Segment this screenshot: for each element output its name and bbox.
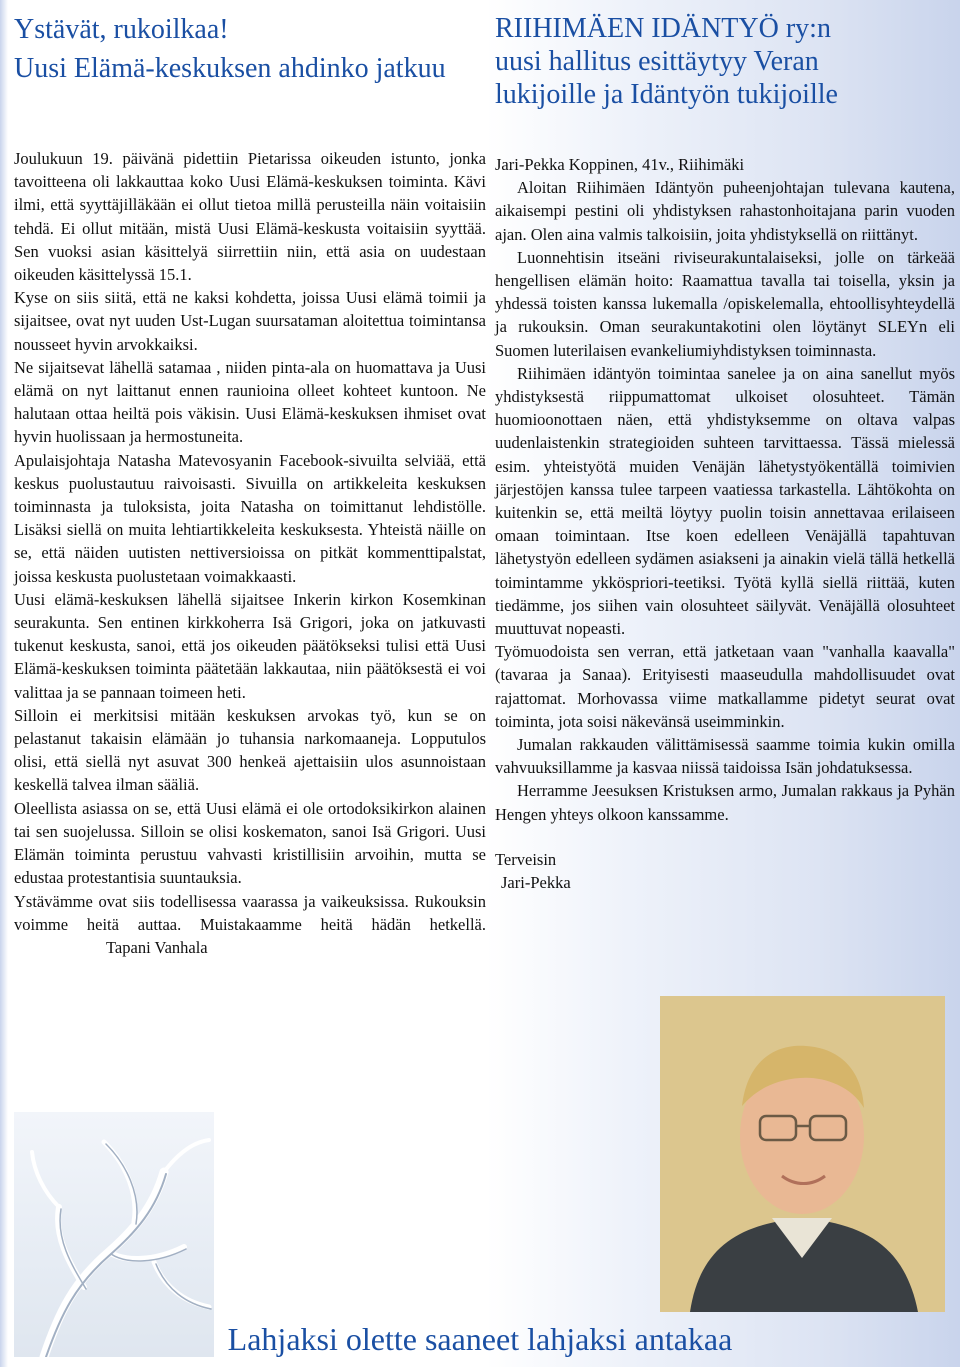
right-signoff xyxy=(495,848,955,894)
left-heading-line-1: Ystävät, rukoilkaa! xyxy=(14,14,229,45)
left-paragraph-5: Uusi elämä-keskuksen lähellä sijaitsee Inkerin kirkon Kosemkinan seurakunta. Sen entinen kirkkoherra Isä Grigori, joka on jatkuvasti tukenut keskusta, sanoi, että jos oikeuden päätökseksi tulisi että Uusi Elämä-keskuksen toiminta päätetään lakkautaa, niin päätöksestä ei voi valittaa ja se pannaan toimeen heti. xyxy=(14,589,486,702)
right-paragraph-3: Riihimäen idäntyön toimintaa sanelee ja on aina sanellut myös yhdistyksestä riippumattomat ulkoiset olosuhteet. Tämän huomioonottaen näen, että yhdistyksemme on oltava valpas uudenlaistenkin strategioiden suhteen tarvittaessa. Tässä mielessä esim. yhteistyötä muiden Venäjän lähetystyökentällä toimivien järjestöjen kanssa tulee tarpeen vaatiessa tarkastella. Lähtökohta on kuitenkin se, että meiltä löytyy puolin toisin annettavaa erilaiseen omaan toimintaan. Itse koen edelleen Venäjällä tapahtuvan lähetystyön edelleen sydämen asiakseni ja ainakin vielä tällä hetkellä toimintamme ykköspriori-teetiksi. Työtä kyllä siellä riittää, kuten tiedämme, jos siihen vain olosuhteet säilyvät. Venäjällä olosuhteet muuttuvat nopeasti. xyxy=(495,363,955,639)
signoff-name: Jari-Pekka xyxy=(501,873,571,893)
left-paragraph-4: Apulaisjohtaja Natasha Matevosyanin Facebook-sivuilta selviää, että keskus puolustautuu raivoisasti. Sivuilla on artikkeleita keskuksen toiminnasta ja tuloksista, joita Natasha on toimittanut lehdistölle. Lisäksi siellä on muita lehtiartikkeleita keskuksesta. Yhteistä näille on se, että näiden uutisten nettiversioissa on pitkät kommenttipalstat, joissa keskusta puolustetaan voimakkaasti. xyxy=(14,450,486,586)
left-paragraph-2: Kyse on siis siitä, että ne kaksi kohdetta, joissa Uusi elämä toimii ja sijaitsee, ovat nyt uuden Ust-Lugan suursataman aloitettua toimintansa nousseet hyvin arvokkaiksi. xyxy=(14,288,486,354)
left-article-heading xyxy=(14,10,484,88)
right-paragraph-2: Luonnehtisin itseäni riviseurakuntalaiseksi, jolle on tärkeää hengellisen elämän hoito: Raamattua tavalla tai toisella, yksin ja yhdessä toisten kanssa lukemalla /opiskelemalla, ehtoollisyhteydellä ja rukouksin. Oman seurakuntakotini olen löytänyt SLEYn eli Suomen luterilaisen evankeliumiyhdistyksen toiminnasta. xyxy=(495,247,955,360)
right-heading-line-3: lukijoille ja Idäntyön tukijoille xyxy=(495,79,838,110)
left-heading-line-2: Uusi Elämä-keskuksen ahdinko jatkuu xyxy=(14,53,446,84)
right-paragraph-6: Herramme Jeesuksen Kristuksen armo, Jumalan rakkaus ja Pyhän Hengen yhteys olkoon kanssamme. xyxy=(495,781,955,824)
signoff-greeting: Terveisin xyxy=(495,849,557,869)
right-heading-line-1: RIIHIMÄEN IDÄNTYÖ ry:n xyxy=(495,13,831,44)
left-paragraph-7: Oleellista asiassa on se, että Uusi elämä ei ole ortodoksikirkon alainen tai sen suojelussa. Silloin se olisi koskematon, sanoi Isä Grigori. Uusi Elämän toiminta perustuu vahvasti kristillisiin arvoihin, mutta se edustaa protestantisia suuntauksia. xyxy=(14,798,486,888)
left-paragraph-3: Ne sijaitsevat lähellä satamaa , niiden pinta-ala on huomattava ja Uusi elämä on nyt laittanut ennen raunioina olleet kohteet kuntoon. Ne halutaan ottaa heiltä pois väkisin. Uusi Elämä-keskuksen ihmiset ovat hyvin huolissaan ja hermostuneita. xyxy=(14,357,486,447)
left-paragraph-8 xyxy=(14,890,486,960)
left-paragraph-6: Silloin ei merkitsisi mitään keskuksen arvokas työ, kun se on pelastanut takaisin elämään jo tuhansia narkomaaneja. Lopputulos olisi, että siellä nyt asuvat 300 henkeä ajettaisiin ulos asunnoistaan keskellä talvea ilman sääliä. xyxy=(14,705,486,795)
portrait-photo xyxy=(660,996,945,1312)
footer-quote: Lahjaksi olette saaneet lahjaksi antakaa xyxy=(227,1321,733,1357)
right-article-body xyxy=(495,153,955,894)
right-paragraph-5: Jumalan rakkauden välittämisessä saamme toimia kukin omilla vahvuuksillamme ja kasvaa niissä taidoissa Isän johdatuksessa. xyxy=(495,735,955,778)
right-paragraph-1: Aloitan Riihimäen Idäntyön puheenjohtajan tulevana kautena, aikaisempi pestini oli yhdistyksen rahastonhoitajana parin vuoden ajan. Olen aina valmis talkoisiin, joita yhdistyksellä on riittänyt. xyxy=(495,178,955,244)
right-byline: Jari-Pekka Koppinen, 41v., Riihimäki xyxy=(495,155,745,174)
left-paragraph-1: Joulukuun 19. päivänä pidettiin Pietarissa oikeuden istunto, jonka tavoitteena oli lakkauttaa koko Uusi Elämä-keskuksen toiminta. Kävi ilmi, että syyttäjilläkään ei ollut tietoa millä perusteilla näin voitaisiin tehdä. Ei ollut mitään, mistä Uusi Elämä-keskusta voitaisiin syyttää. Sen vuoksi asian käsittelyä siirrettiin niin, että asia on uudestaan oikeuden käsittelyssä 15.1. xyxy=(14,149,486,285)
right-paragraph-4: Työmuodoista sen verran, että jatketaan vaan "vanhalla kaavalla" (tavaraa ja Sanaa). Erityisesti maaseudulla mahdollisuudet ovat rajattomat. Morhovassa viime matkallamme pidetyt seurat ovat toiminta, jota soisi näkevänsä useimminkin. xyxy=(495,642,955,731)
right-article-heading xyxy=(495,12,955,111)
left-closing-text: Ystävämme ovat siis todellisessa vaarassa ja vaikeuksissa. Rukouksin voimme heitä auttaa. Muistakaamme heitä hädän hetkellä. xyxy=(14,891,486,934)
right-heading-line-2: uusi hallitus esittäytyy Veran xyxy=(495,46,819,77)
left-article-signature: Tapani Vanhala xyxy=(106,937,208,957)
left-edge-shade xyxy=(0,0,8,1367)
left-article-body xyxy=(14,147,486,959)
